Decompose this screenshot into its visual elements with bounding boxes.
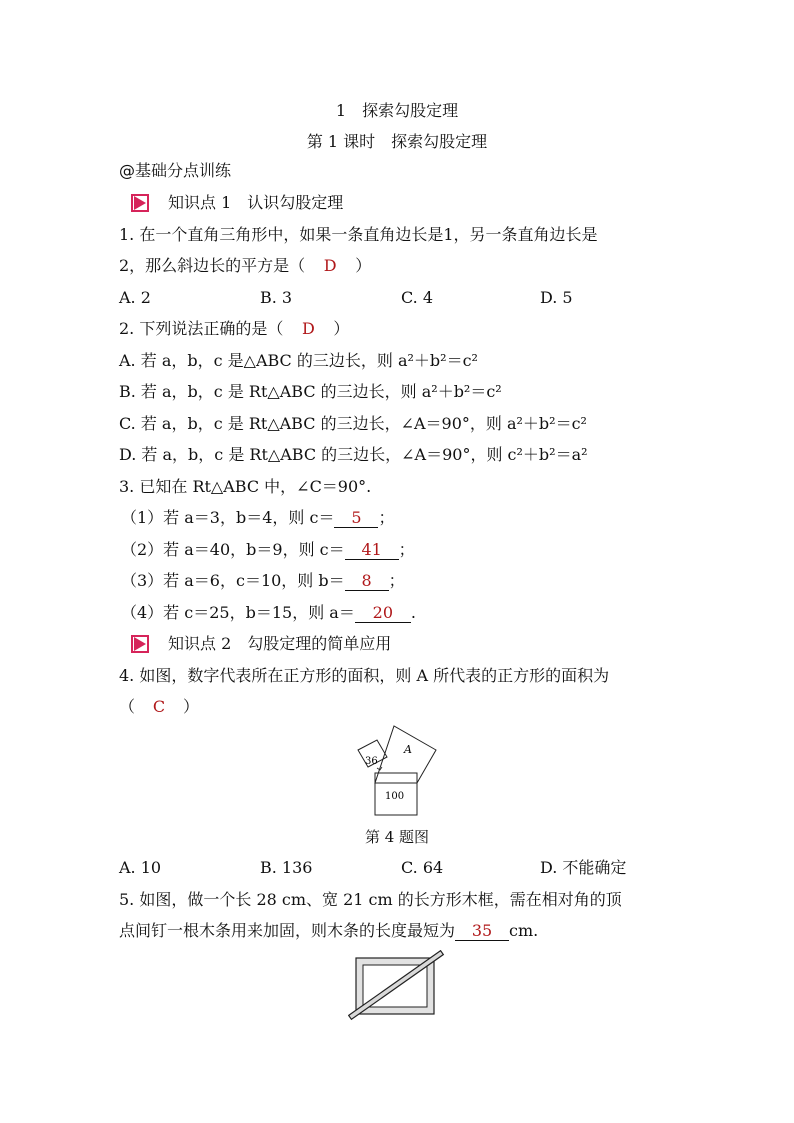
q4-paren-open: （ <box>119 697 136 716</box>
bottom-square-label: 100 <box>385 791 405 802</box>
period-title: 第 1 课时 探索勾股定理 <box>306 132 488 151</box>
q4-answer: C <box>152 697 166 716</box>
q4-option-d: D. 不能确定 <box>540 858 627 877</box>
q4-options <box>119 857 626 879</box>
q3-part-2-answer: 41 <box>345 541 399 560</box>
q3-part-1-text: （1）若 a＝3，b＝4，则 c＝ <box>121 508 335 527</box>
section-1-heading <box>134 192 343 214</box>
lesson-title: 1 探索勾股定理 <box>335 101 459 120</box>
q2-option-d: D. 若 a，b，c 是 Rt△ABC 的三边长，∠A＝90°，则 c²＋b²＝a² <box>119 445 588 464</box>
left-square-label: 36 <box>365 756 378 767</box>
q3-part-1 <box>121 507 394 529</box>
q3-part-2 <box>121 539 415 561</box>
section-marker-icon <box>134 196 146 210</box>
q4-answer-line <box>119 696 199 718</box>
q4-option-c: C. 64 <box>401 858 444 877</box>
q3-part-3-text: （3）若 a＝6，c＝10，则 b＝ <box>121 571 345 590</box>
q3-part-3-end: ； <box>388 571 405 590</box>
q1-option-c: C. 4 <box>401 288 434 307</box>
q3-part-4-end: . <box>410 603 416 622</box>
section-marker-icon <box>134 637 146 651</box>
q1-line2 <box>119 255 371 277</box>
q5-line1: 5. 如图，做一个长 28 cm、宽 21 cm 的长方形木框，需在相对角的顶 <box>119 890 622 909</box>
q5-stem: 点间钉一根木条用来加固，则木条的长度最短为 <box>119 921 456 940</box>
training-label: @基础分点训练 <box>119 161 232 180</box>
q3-part-4-answer: 20 <box>355 604 411 623</box>
q2-option-b: B. 若 a，b，c 是 Rt△ABC 的三边长，则 a²＋b²＝c² <box>119 382 502 401</box>
q3-part-1-end: ； <box>378 508 395 527</box>
q5-answer: 35 <box>455 922 509 941</box>
section-2-label: 知识点 2 勾股定理的简单应用 <box>168 634 392 653</box>
section-1-label: 知识点 1 认识勾股定理 <box>168 193 344 212</box>
q1-answer: D <box>323 256 337 275</box>
q3-part-2-text: （2）若 a＝40，b＝9，则 c＝ <box>121 540 345 559</box>
q1-stem: 2，那么斜边长的平方是（ <box>119 256 306 275</box>
q3-part-1-answer: 5 <box>334 509 378 528</box>
q4-stem: 4. 如图，数字代表所在正方形的面积，则 A 所代表的正方形的面积为 <box>119 666 610 685</box>
q3-part-4-text: （4）若 c＝25，b＝15，则 a＝ <box>121 603 355 622</box>
q1-option-d: D. 5 <box>540 288 573 307</box>
q3-stem: 3. 已知在 Rt△ABC 中，∠C＝90°. <box>119 477 372 496</box>
top-square-label: A <box>404 743 412 756</box>
q1-line1: 1. 在一个直角三角形中，如果一条直角边长是1，另一条直角边长是 <box>119 225 598 244</box>
q2-stem: 2. 下列说法正确的是（ <box>119 319 284 338</box>
q3-part-3 <box>121 570 405 592</box>
q1-option-b: B. 3 <box>260 288 293 307</box>
q5-line2 <box>119 920 538 942</box>
q3-part-2-end: ； <box>398 540 415 559</box>
q1-paren-close: ） <box>355 256 372 275</box>
q2-option-a: A. 若 a，b，c 是△ABC 的三边长，则 a²＋b²＝c² <box>119 351 478 370</box>
q2-option-c: C. 若 a，b，c 是 Rt△ABC 的三边长，∠A＝90°，则 a²＋b²＝c² <box>119 414 587 433</box>
q4-option-a: A. 10 <box>119 858 162 877</box>
q5-unit: cm. <box>509 921 539 940</box>
q4-option-b: B. 136 <box>260 858 313 877</box>
q2-answer: D <box>301 319 315 338</box>
q2-stem-line <box>119 318 349 340</box>
q4-paren-close: ） <box>183 697 200 716</box>
q2-paren-close: ） <box>333 319 350 338</box>
q1-options <box>119 287 573 309</box>
q3-part-3-answer: 8 <box>345 572 389 591</box>
q1-option-a: A. 2 <box>119 288 151 307</box>
q4-squares-figure <box>350 722 446 822</box>
q4-caption: 第 4 题图 <box>364 828 430 846</box>
section-2-heading <box>134 633 391 655</box>
q5-frame-figure <box>348 950 446 1022</box>
q3-part-4 <box>121 602 416 624</box>
